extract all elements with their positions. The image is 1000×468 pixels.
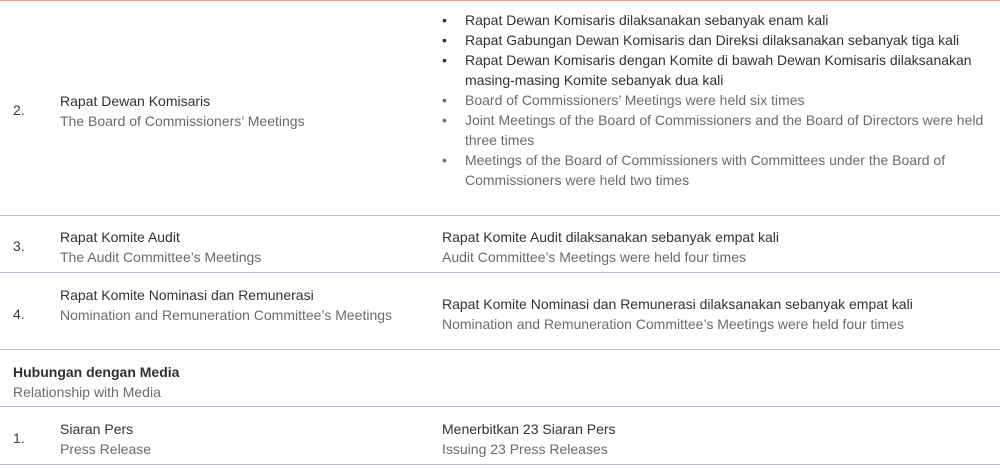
list-item: • Rapat Dewan Komisaris dengan Komite di bawah Dewan Komisaris dilaksanakan masing-masing Komite sebanyak dua kali bbox=[442, 52, 972, 88]
list-item: • Rapat Dewan Komisaris dilaksanakan sebanyak enam kali bbox=[442, 12, 829, 28]
row-divider bbox=[0, 464, 1000, 465]
row-description bbox=[442, 227, 997, 267]
label-id: Rapat Dewan Komisaris bbox=[60, 93, 211, 109]
bullet-icon: • bbox=[442, 92, 447, 108]
label-id: Siaran Pers bbox=[60, 421, 134, 437]
row-divider bbox=[0, 272, 1000, 273]
list-item: • Rapat Gabungan Dewan Komisaris dan Direksi dilaksanakan sebanyak tiga kali bbox=[442, 32, 960, 48]
label-en: The Audit Committee’s Meetings bbox=[60, 249, 262, 265]
label-en: Press Release bbox=[60, 441, 152, 457]
row-number: 3. bbox=[13, 238, 25, 254]
row-label bbox=[60, 285, 405, 325]
desc-id: Rapat Komite Nominasi dan Remunerasi dilaksanakan sebanyak empat kali bbox=[442, 296, 913, 312]
section-header bbox=[13, 362, 413, 402]
bullet-list-id bbox=[442, 10, 997, 90]
row-description bbox=[442, 419, 997, 459]
desc-en: Issuing 23 Press Releases bbox=[442, 441, 608, 457]
row-number: 4. bbox=[13, 306, 25, 322]
row-label bbox=[60, 91, 420, 131]
row-description bbox=[442, 294, 997, 334]
list-item: • Board of Commissioners’ Meetings were held six times bbox=[442, 92, 805, 108]
desc-en: Nomination and Remuneration Committee’s Meetings were held four times bbox=[442, 316, 904, 332]
row-divider bbox=[0, 406, 1000, 407]
bullet-icon: • bbox=[442, 32, 447, 48]
list-item: • Meetings of the Board of Commissioners with Committees under the Board of Commissioners were held two times bbox=[442, 152, 946, 188]
desc-id: Rapat Komite Audit dilaksanakan sebanyak empat kali bbox=[442, 229, 779, 245]
row-description bbox=[442, 10, 997, 190]
section-title-id: Hubungan dengan Media bbox=[13, 364, 180, 380]
list-item: • Joint Meetings of the Board of Commissioners and the Board of Directors were held three times bbox=[442, 112, 984, 148]
row-divider bbox=[0, 215, 1000, 216]
bullet-icon: • bbox=[442, 152, 447, 168]
label-en: Nomination and Remuneration Committee’s Meetings bbox=[60, 307, 393, 323]
row-number: 1. bbox=[13, 430, 25, 446]
section-title-en: Relationship with Media bbox=[13, 384, 161, 400]
row-number: 2. bbox=[13, 102, 25, 118]
label-en: The Board of Commissioners’ Meetings bbox=[60, 113, 305, 129]
label-id: Rapat Komite Audit bbox=[60, 229, 180, 245]
row-label bbox=[60, 419, 420, 459]
desc-id: Menerbitkan 23 Siaran Pers bbox=[442, 421, 616, 437]
bullet-icon: • bbox=[442, 52, 447, 68]
bullet-icon: • bbox=[442, 112, 447, 128]
top-border bbox=[0, 0, 1000, 1]
bullet-icon: • bbox=[442, 12, 447, 28]
row-divider bbox=[0, 349, 1000, 350]
bullet-list-en bbox=[442, 90, 997, 190]
label-id: Rapat Komite Nominasi dan Remunerasi bbox=[60, 287, 314, 303]
desc-en: Audit Committee’s Meetings were held four times bbox=[442, 249, 746, 265]
row-label bbox=[60, 227, 420, 267]
